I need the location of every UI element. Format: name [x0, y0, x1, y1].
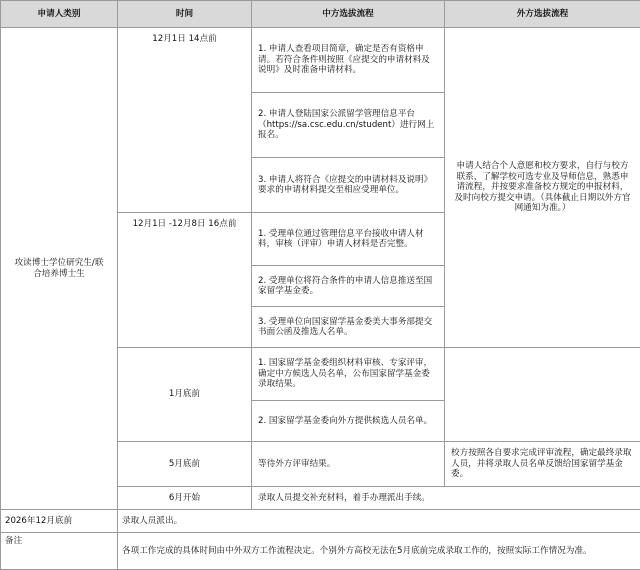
time-cell-june: 6月开始 — [118, 487, 252, 510]
cn-step-supplementary-materials: 录取人员提交补充材料，着手办理派出手续。 — [252, 487, 640, 510]
notes-label: 备注 — [1, 533, 118, 570]
foreign-process-empty-cell — [445, 348, 640, 442]
cn-step-check-eligibility: 1. 申请人查看项目简章，确定是否有资格申请。若符合条件则按照《应提交的申请材料及说明》及时准备申请材料。 — [252, 28, 445, 93]
cn-step-provide-list: 2. 国家留学基金委向外方提供候选人员名单。 — [252, 401, 445, 442]
cn-step-submit-materials: 3. 申请人将符合《应提交的申请材料及说明》要求的申请材料提交至相应受理单位。 — [252, 158, 445, 213]
foreign-process-admission-cell: 校方按照各自要求完成评审流程，确定最终录取人员，并将录取人员名单反馈给国家留学基金委。 — [445, 442, 640, 487]
cn-step-receive-review: 1. 受理单位通过管理信息平台接收申请人材料，审核（评审）申请人材料是否完整。 — [252, 213, 445, 266]
time-cell-end-may: 5月底前 — [118, 442, 252, 487]
time-cell-end-january: 1月底前 — [118, 348, 252, 442]
table-row — [1, 28, 640, 93]
header-row — [1, 1, 640, 28]
header-applicant-category: 申请人类别 — [1, 1, 118, 28]
header-foreign-process: 外方选拔流程 — [445, 1, 640, 28]
cn-step-expert-review: 1. 国家留学基金委组织材料审核、专家评审，确定中方候选人员名单，公布国家留学基金委录取结果。 — [252, 348, 445, 401]
table-row — [1, 533, 640, 570]
time-cell-dec1-dec8: 12月1日 -12月8日 16点前 — [118, 213, 252, 348]
cn-step-official-letter: 3. 受理单位向国家留学基金委美大事务部提交书面公函及推选人名单。 — [252, 307, 445, 348]
table-row — [1, 510, 640, 533]
foreign-process-application-cell: 申请人结合个人意愿和校方要求，自行与校方联系，了解学校可选专业及导师信息，熟悉申请流程，并按要求准备校方规定的申报材料，及时向校方提交申请。（具体截止日期以外方官网通知为准。） — [445, 28, 640, 348]
header-chinese-process: 中方选拔流程 — [252, 1, 445, 28]
applicant-category-cell: 攻读博士学位研究生/联合培养博士生 — [1, 28, 118, 510]
cn-step-await-results: 等待外方评审结果。 — [252, 442, 445, 487]
header-time: 时间 — [118, 1, 252, 28]
notes-text: 各项工作完成的具体时间由中外双方工作流程决定。个别外方高校无法在5月底前完成录取工作的，按照实际工作情况为准。 — [118, 533, 640, 570]
cn-step-push-info: 2. 受理单位将符合条件的申请人信息推送至国家留学基金委。 — [252, 266, 445, 307]
row-2026-text: 录取人员派出。 — [118, 510, 640, 533]
time-cell-dec1: 12月1日 14点前 — [118, 28, 252, 213]
cn-step-online-registration: 2. 申请人登陆国家公派留学管理信息平台（https://sa.csc.edu.cn/student）进行网上报名。 — [252, 93, 445, 158]
row-2026-label: 2026年12月底前 — [1, 510, 118, 533]
